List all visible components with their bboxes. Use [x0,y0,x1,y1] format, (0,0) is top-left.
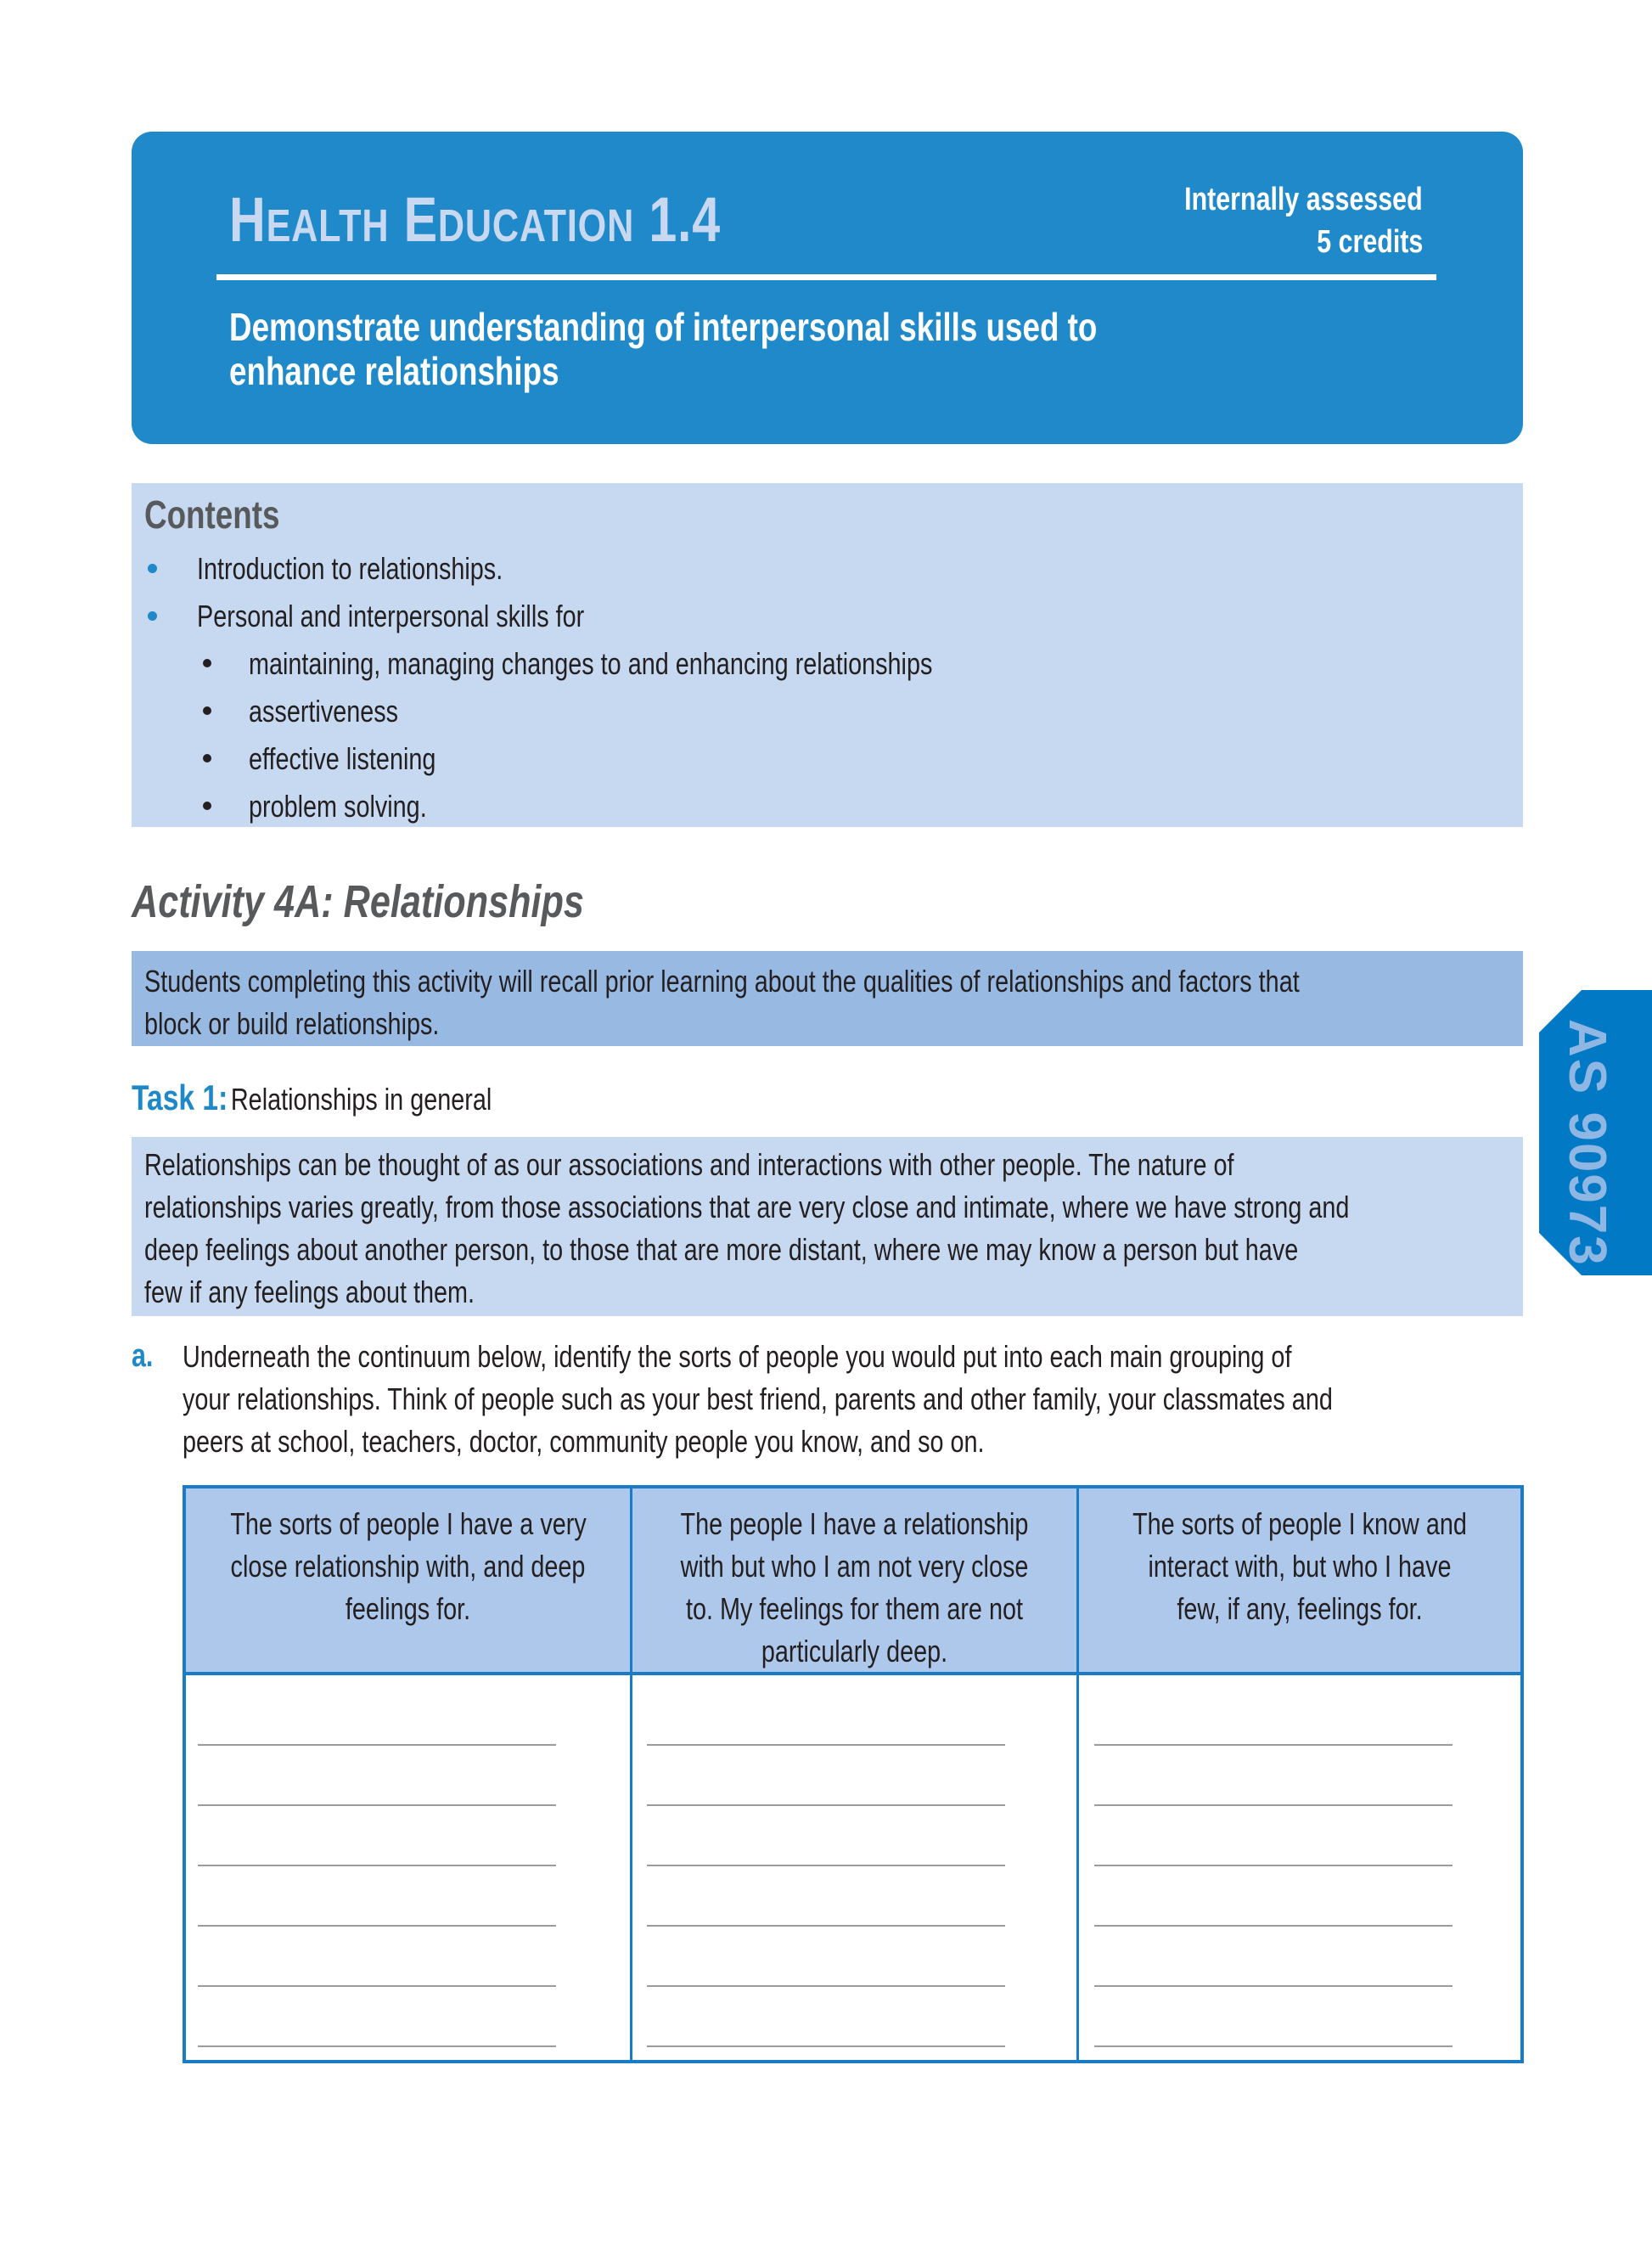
assessment-type: Internally assessed [1184,182,1423,217]
answer-line[interactable] [1094,1985,1453,1987]
answer-line[interactable] [198,1804,556,1806]
column-header-2-line: to. My feelings for them are not [686,1591,1023,1626]
bullet-icon [203,754,211,762]
answer-line[interactable] [198,1744,556,1746]
column-header-3-line: The sorts of people I know and [1132,1506,1467,1541]
subtitle-line-2: enhance relationships [229,349,559,393]
bullet-icon [203,659,211,667]
column-header-1-line: feelings for. [345,1591,471,1626]
column-divider [1076,1485,1079,2063]
answer-line[interactable] [647,1804,1005,1806]
answer-line[interactable] [647,2045,1005,2047]
subtitle-line-1: Demonstrate understanding of interpersonal skills used to [229,305,1098,349]
column-header-2-line: The people I have a relationship [680,1506,1029,1541]
activity-title: Activity 4A: Relationships [132,876,584,927]
answer-line[interactable] [647,1865,1005,1866]
header-divider [216,274,1436,280]
answer-line[interactable] [198,1925,556,1927]
answer-line[interactable] [1094,1925,1453,1927]
contents-title: Contents [144,492,280,537]
header-banner [132,132,1523,444]
contents-item: Introduction to relationships. [197,551,503,586]
answer-line[interactable] [647,1925,1005,1927]
objective-line: Students completing this activity will recall prior learning about the qualities of relationships and factors that [144,964,1300,999]
answer-line[interactable] [1094,1804,1453,1806]
contents-item: Personal and interpersonal skills for [197,599,585,633]
question-line: peers at school, teachers, doctor, community people you know, and so on. [183,1424,985,1459]
title-rest-2: DUCATION [437,200,635,251]
task-label: Task 1: [132,1078,228,1117]
answer-line[interactable] [198,2045,556,2047]
column-header-1-line: The sorts of people I have a very [230,1506,587,1541]
intro-line: Relationships can be thought of as our associations and interactions with other people. The nature of [144,1147,1234,1182]
title-number: 1.4 [649,184,722,255]
task-heading [132,1080,492,1116]
column-header-3-line: interact with, but who I have [1148,1549,1452,1584]
bullet-icon [148,564,157,573]
contents-subitem: effective listening [249,741,436,776]
column-header-1-line: close relationship with, and deep [230,1549,586,1584]
column-header-2-line: with but who I am not very close [680,1549,1029,1584]
question-line: Underneath the continuum below, identify the sorts of people you would put into each main grouping of [183,1339,1292,1374]
objective-line: block or build relationships. [144,1006,440,1041]
question-line: your relationships. Think of people such as your best friend, parents and other family, your classmates and [183,1381,1333,1416]
task-title: Relationships in general [230,1082,492,1117]
title-initial-2: E [403,184,438,255]
contents-subitem: problem solving. [249,789,427,824]
title-initial-1: H [229,184,267,255]
column-header-2-line: particularly deep. [761,1634,948,1668]
contents-subitem: assertiveness [249,694,399,729]
intro-line: relationships varies greatly, from those associations that are very close and intimate, where we have strong and [144,1190,1350,1224]
intro-line: deep feelings about another person, to those that are more distant, where we may know a person but have [144,1232,1299,1267]
bullet-icon [203,802,211,810]
contents-subitem: maintaining, managing changes to and enhancing relationships [249,646,933,681]
intro-line: few if any feelings about them. [144,1274,475,1309]
answer-line[interactable] [1094,2045,1453,2047]
bullet-icon [148,611,157,621]
bullet-icon [203,706,211,715]
answer-line[interactable] [1094,1865,1453,1866]
answer-line[interactable] [647,1985,1005,1987]
title-rest-1: EALTH [266,200,390,251]
column-divider [630,1485,632,2063]
standard-code: AS 90973 [1558,1019,1616,1267]
answer-line[interactable] [198,1865,556,1866]
question-label: a. [132,1338,154,1374]
answer-line[interactable] [1094,1744,1453,1746]
answer-line[interactable] [198,1985,556,1987]
column-header-3-line: few, if any, feelings for. [1177,1591,1423,1626]
answer-line[interactable] [647,1744,1005,1746]
page-title [229,184,722,255]
credits: 5 credits [1316,224,1423,260]
